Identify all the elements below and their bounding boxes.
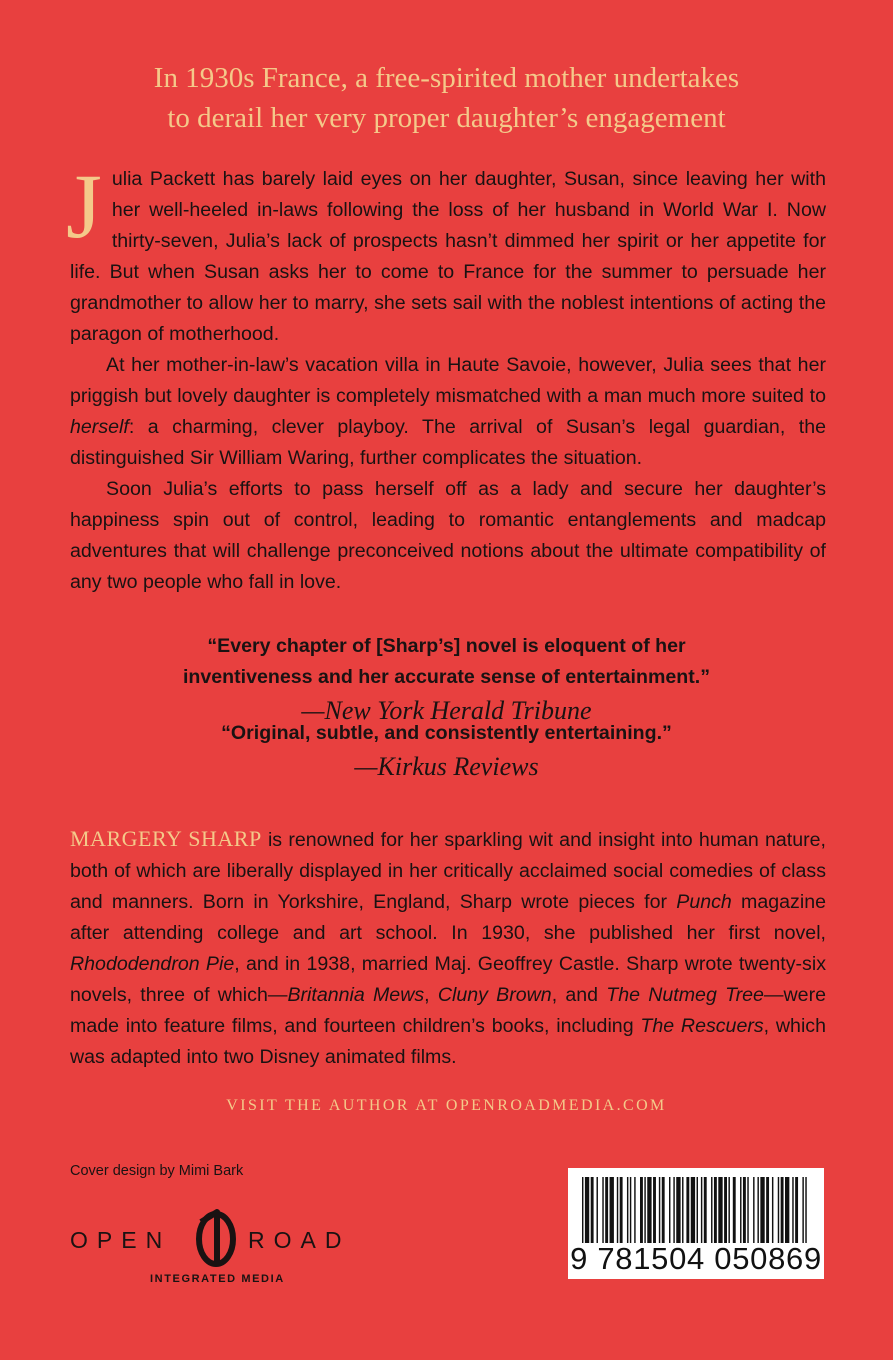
barcode-bar: [785, 1177, 789, 1243]
barcode-bar: [630, 1177, 631, 1243]
barcode-bar: [591, 1177, 594, 1243]
barcode-bar: [760, 1177, 764, 1243]
barcode-bar: [733, 1177, 736, 1243]
publisher-logo-word-open: OPEN: [70, 1227, 172, 1253]
barcode-bar: [653, 1177, 656, 1243]
publisher-logo-subtitle: INTEGRATED MEDIA: [150, 1273, 285, 1285]
barcode-bar: [634, 1177, 635, 1243]
barcode-bar: [610, 1177, 614, 1243]
open-road-emblem-icon: [193, 1208, 239, 1270]
author-website-line: VISIT THE AUTHOR AT OPENROADMEDIA.COM: [226, 1097, 667, 1114]
barcode-bar: [697, 1177, 698, 1243]
book-description: [66, 155, 826, 598]
barcode-bar: [644, 1177, 645, 1243]
barcode-bar: [640, 1177, 643, 1243]
tagline-line-1: In 1930s France, a free-spirited mother undertakes: [153, 62, 740, 94]
barcode-bar: [795, 1177, 798, 1243]
review-quote-1-line-1: “Every chapter of [Sharp’s] novel is eloquent of her: [207, 635, 686, 657]
barcode-bar: [686, 1177, 689, 1243]
barcode-bar: [772, 1177, 773, 1243]
review-quote-2-text: “Original, subtle, and consistently entertaining.”: [221, 722, 672, 744]
barcode-bar: [714, 1177, 717, 1243]
drop-cap: J: [66, 155, 102, 257]
barcode-bar: [802, 1177, 803, 1243]
barcode-bar: [627, 1177, 628, 1243]
barcode-bar: [704, 1177, 707, 1243]
barcode-bar: [743, 1177, 746, 1243]
barcode-bar: [602, 1177, 603, 1243]
barcode-bar: [711, 1177, 712, 1243]
tagline: [0, 58, 893, 138]
barcode-bar: [792, 1177, 793, 1243]
barcode-bar: [605, 1177, 608, 1243]
barcode-bar: [669, 1177, 670, 1243]
publisher-logo: [70, 1215, 370, 1295]
emphasis-herself: herself: [70, 416, 129, 438]
barcode-bar: [662, 1177, 665, 1243]
barcode-bar: [617, 1177, 618, 1243]
barcode-bar: [585, 1177, 589, 1243]
review-quote-1-source: —New York Herald Tribune: [301, 696, 592, 725]
barcode-bar: [747, 1177, 748, 1243]
barcode-bar: [676, 1177, 680, 1243]
barcode-bar: [781, 1177, 784, 1243]
barcode-bar: [724, 1177, 727, 1243]
barcode-bar: [778, 1177, 779, 1243]
barcode-bar: [620, 1177, 623, 1243]
barcode-bar: [757, 1177, 758, 1243]
description-paragraph-2: At her mother-in-law’s vacation villa in Haute Savoie, however, Julia sees that her priggish but lovely daughter is completely mismatched with a man much more suited to herself: a charming, clever playboy. The arrival of Susan’s legal guardian, the distinguished Sir William Waring, further complicates the situation.: [70, 354, 826, 469]
barcode-bar: [766, 1177, 769, 1243]
isbn-number: 9 781504 050869: [570, 1241, 822, 1276]
barcode-bars: [580, 1177, 812, 1243]
barcode-bar: [659, 1177, 660, 1243]
review-quote-2-source: —Kirkus Reviews: [354, 752, 539, 781]
barcode-bar: [805, 1177, 806, 1243]
review-quote-1: [0, 631, 893, 728]
barcode-bar: [673, 1177, 674, 1243]
author-bio: MARGERY SHARP is renowned for her sparkling wit and insight into human nature, both of which are liberally displayed in her critically acclaimed social comedies of class and manners. Born in Yorkshire, England, Sharp wrote pieces for Punch magazine after attending college and art school. In 1930, she published her first novel, Rhododendron Pie, and in 1938, married Maj. Geoffrey Castle. Sharp wrote twenty-six novels, three of which—Britannia Mews, Cluny Brown, and The Nutmeg Tree—were made into feature films, and fourteen children’s books, including The Rescuers, which was adapted into two Disney animated films.: [70, 826, 827, 1068]
barcode-bar: [691, 1177, 695, 1243]
review-quote-1-line-2: inventiveness and her accurate sense of entertainment.”: [182, 666, 711, 688]
cover-design-credit: Cover design by Mimi Bark: [70, 1163, 244, 1179]
publisher-logo-word-road: ROAD: [248, 1227, 351, 1253]
description-paragraph-1: Julia Packett has barely laid eyes on her daughter, Susan, since leaving her with her well-heeled in-laws following the loss of her husband in World War I. Now thirty-seven, Julia’s lack of prospects hasn’t dimmed her spirit or her appetite for life. But when Susan asks her to come to France for the summer to persuade her grandmother to allow her to marry, she sets sail with the noblest intentions of acting the paragon of motherhood.: [66, 155, 826, 345]
barcode-bar: [718, 1177, 722, 1243]
barcode-bar: [597, 1177, 598, 1243]
barcode-bar: [701, 1177, 702, 1243]
barcode-bar: [647, 1177, 651, 1243]
barcode-bar: [728, 1177, 729, 1243]
isbn-barcode: [568, 1168, 824, 1279]
author-name: MARGERY SHARP: [70, 826, 262, 851]
review-quote-2: [0, 718, 893, 784]
barcode-bar: [582, 1177, 583, 1243]
tagline-line-2: to derail her very proper daughter’s engagement: [167, 102, 726, 134]
barcode-bar: [682, 1177, 683, 1243]
barcode-bar: [740, 1177, 741, 1243]
description-paragraph-3: Soon Julia’s efforts to pass herself off as a lady and secure her daughter’s happiness spin out of control, leading to romantic entanglements and madcap adventures that will challenge preconceived notions about the ultimate compatibility of any two people who fall in love.: [70, 478, 826, 593]
barcode-bar: [753, 1177, 754, 1243]
